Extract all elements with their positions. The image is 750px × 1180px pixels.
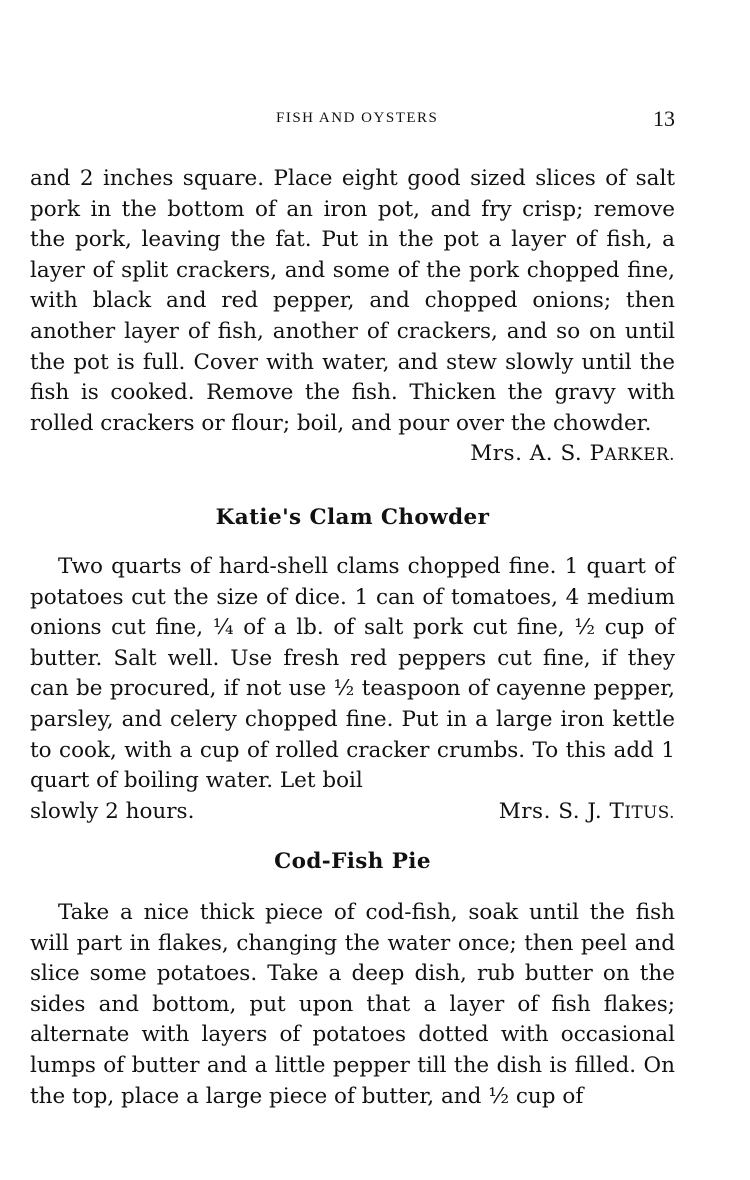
signature-titus (499, 797, 675, 828)
clam-chowder-last-line (30, 797, 675, 828)
chowder-continuation-block (30, 164, 675, 470)
clam-chowder-last-text: slowly 2 hours. (30, 798, 195, 824)
running-title: FISH AND OYSTERS (276, 110, 439, 126)
recipe-title-clam-chowder: Katie's Clam Chowder (215, 505, 490, 530)
cod-fish-pie-block (30, 898, 675, 1112)
chowder-continuation-paragraph: and 2 inches square. Place eight good sized slices of salt pork in the bottom of an iron pot, and fry crisp; remove the pork, leaving the fat. Put in the pot a layer of fish, a layer of split crackers, and some of the pork chopped fine, with black and red pepper, and chopped onions; then another layer of fish, another of crackers, and so on until the pot is full. Cover with water, and stew slowly until the fish is cooked. Remove the fish. Thicken the gravy with rolled crackers or flour; boil, and pour over the chowder. (30, 166, 675, 436)
signature-parker-rest: ARKER. (604, 444, 675, 465)
signature-parker-prefix: Mrs. A. S. P (470, 441, 605, 467)
page-number: 13 (653, 106, 675, 131)
clam-chowder-block (30, 552, 675, 827)
running-head (30, 106, 675, 134)
signature-titus-prefix: Mrs. S. J. T (498, 798, 625, 824)
signature-parker (30, 439, 675, 470)
cod-fish-pie-paragraph: Take a nice thick piece of cod-fish, soak until the fish will part in flakes, changing the water once; then peel and slice some potatoes. Take a deep dish, rub butter on the sides and bottom, put upon that a layer of fish flakes; alternate with layers of potatoes dotted with occasional lumps of butter and a little pepper till the dish is filled. On the top, place a large piece of butter, and ½ cup of (30, 900, 675, 1109)
recipe-title-cod-fish-pie: Cod-Fish Pie (274, 849, 431, 874)
signature-titus-rest: ITUS. (624, 801, 675, 822)
clam-chowder-paragraph: Two quarts of hard-shell clams chopped fine. 1 quart of potatoes cut the size of dice. 1 can of tomatoes, 4 medium onions cut fine, ¼ of a lb. of salt pork cut fine, ½ cup of butter. Salt well. Use fresh red peppers cut fine, if they can be procured, if not use ½ teaspoon of cayenne pepper, parsley, and celery chopped fine. Put in a large iron kettle to cook, with a cup of rolled cracker crumbs. To this add 1 quart of boiling water. Let boil (30, 554, 675, 794)
